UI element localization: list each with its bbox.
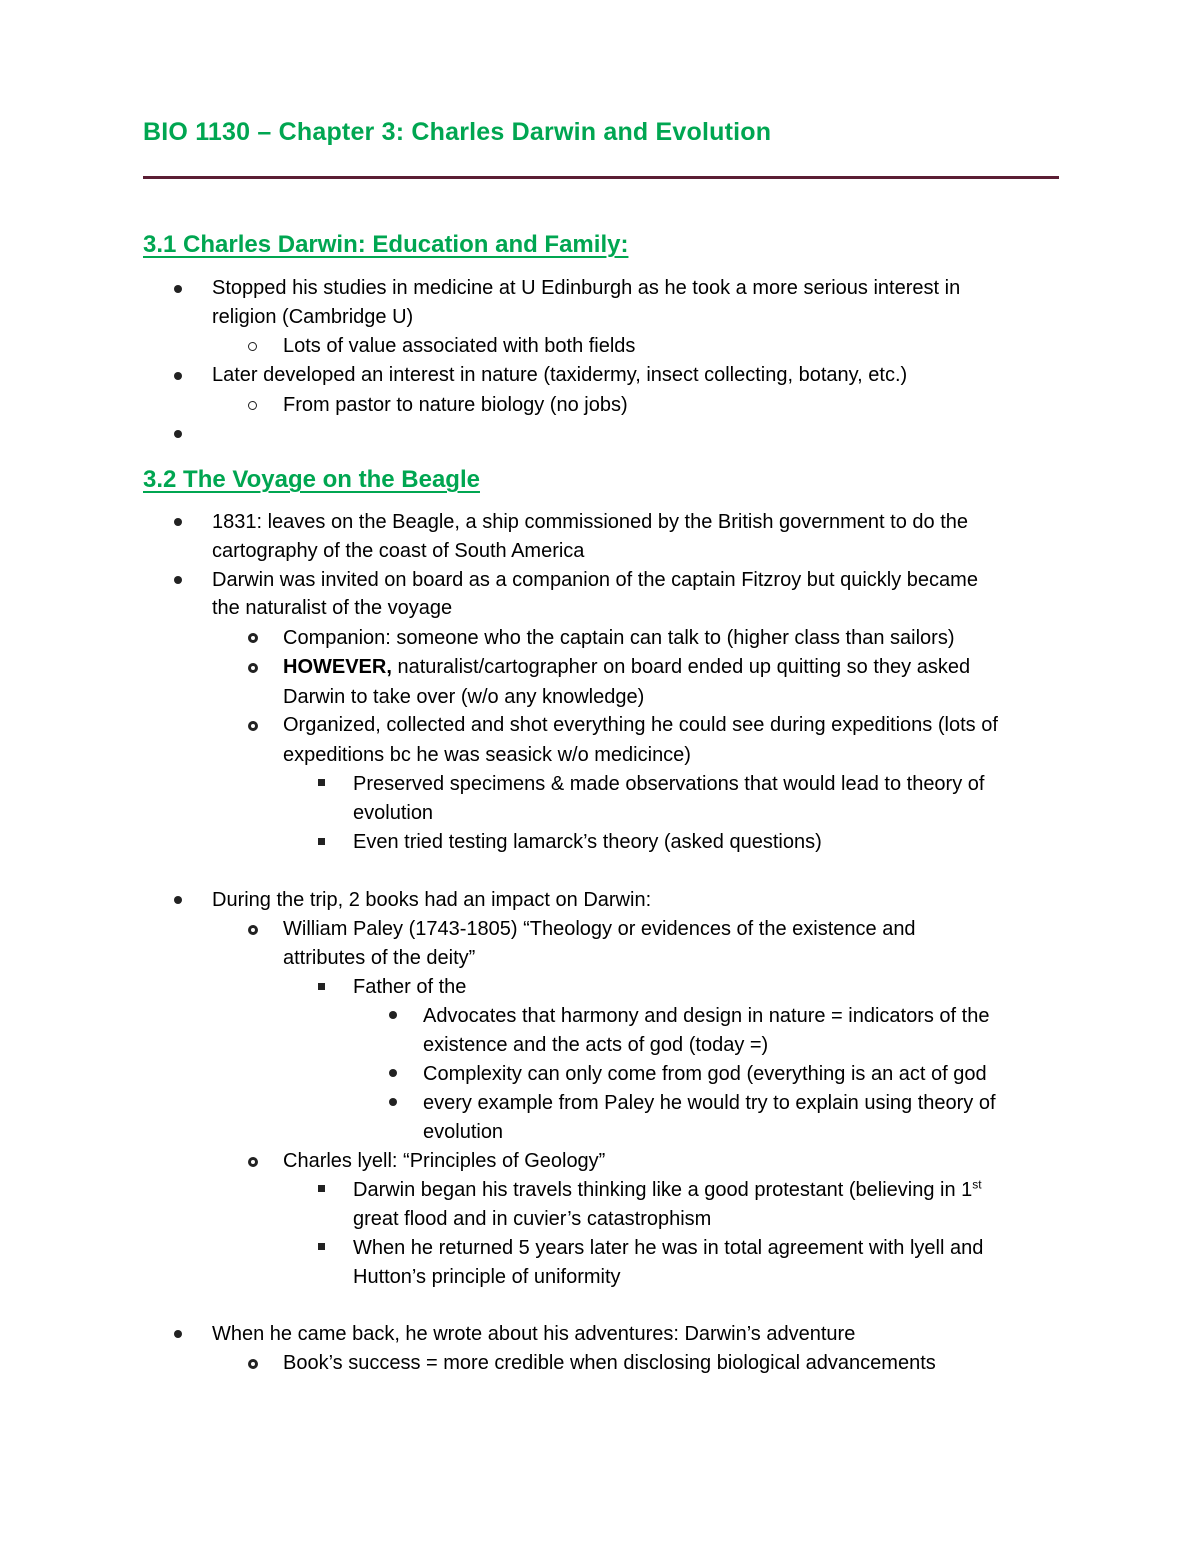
level4-list-item: every example from Paley he would try to explain using theory of	[423, 1092, 996, 1114]
section-heading-3-2: 3.2 The Voyage on the Beagle	[143, 466, 480, 493]
bullet-ring-icon	[248, 925, 258, 935]
sub-sub-list-item-text: Darwin began his travels thinking like a good protestant (believing in 1	[353, 1179, 973, 1201]
sub-sub-list-item: Preserved specimens & made observations that would lead to theory of	[353, 773, 985, 795]
list-item: When he came back, he wrote about his adventures: Darwin’s adventure	[212, 1323, 856, 1345]
bullet-dot-icon	[174, 285, 182, 293]
bullet-square-icon	[318, 1185, 325, 1192]
bullet-ring-icon	[248, 401, 257, 410]
bullet-ring-icon	[248, 342, 257, 351]
bullet-ring-icon	[248, 633, 258, 643]
sub-list-item: Lots of value associated with both fields	[283, 335, 636, 357]
bullet-square-icon	[318, 1243, 325, 1250]
superscript: st	[972, 1177, 982, 1192]
sub-list-item: Book’s success = more credible when disclosing biological advancements	[283, 1352, 936, 1374]
list-item: Stopped his studies in medicine at U Edinburgh as he took a more serious interest in	[212, 277, 961, 299]
sub-list-item-text: naturalist/cartographer on board ended up quitting so they asked	[391, 656, 971, 678]
bullet-square-icon	[318, 983, 325, 990]
bullet-dot-icon	[174, 372, 182, 380]
bullet-square-icon	[318, 779, 325, 786]
list-item: During the trip, 2 books had an impact on Darwin:	[212, 889, 652, 911]
sub-list-item-continuation: expeditions bc he was seasick w/o medicince)	[283, 744, 691, 766]
sub-list-item: William Paley (1743-1805) “Theology or evidences of the existence and	[283, 918, 916, 940]
sub-list-item	[283, 655, 970, 679]
bullet-dot-icon	[389, 1011, 397, 1019]
bullet-dot-icon	[174, 1330, 182, 1338]
sub-list-item: Companion: someone who the captain can talk to (higher class than sailors)	[283, 627, 955, 649]
sub-list-item: Organized, collected and shot everything he could see during expeditions (lots of	[283, 714, 998, 736]
list-item: Later developed an interest in nature (taxidermy, insect collecting, botany, etc.)	[212, 364, 908, 386]
list-item-continuation: religion (Cambridge U)	[212, 306, 414, 328]
bullet-ring-icon	[248, 1157, 258, 1167]
list-item: 1831: leaves on the Beagle, a ship commissioned by the British government to do the	[212, 511, 969, 533]
bullet-dot-icon	[174, 518, 182, 526]
sub-list-item: From pastor to nature biology (no jobs)	[283, 394, 628, 416]
bullet-ring-icon	[248, 663, 258, 673]
title-divider	[143, 176, 1059, 179]
list-item-continuation: the naturalist of the voyage	[212, 597, 453, 619]
sub-sub-list-item-continuation: evolution	[353, 802, 434, 824]
section-heading-3-1: 3.1 Charles Darwin: Education and Family:	[143, 231, 629, 258]
sub-sub-list-item: Father of the	[353, 976, 467, 998]
bullet-dot-icon	[389, 1069, 397, 1077]
sub-sub-list-item	[353, 1178, 982, 1202]
bullet-dot-icon	[389, 1098, 397, 1106]
list-item-continuation: cartography of the coast of South America	[212, 540, 585, 562]
bullet-dot-icon	[174, 576, 182, 584]
sub-list-item-continuation: Darwin to take over (w/o any knowledge)	[283, 686, 645, 708]
list-item: Darwin was invited on board as a companion of the captain Fitzroy but quickly became	[212, 569, 978, 591]
level4-list-item: Complexity can only come from god (everything is an act of god	[423, 1063, 987, 1085]
bullet-square-icon	[318, 838, 325, 845]
sub-sub-list-item: Even tried testing lamarck’s theory (asked questions)	[353, 831, 822, 853]
bullet-ring-icon	[248, 1359, 258, 1369]
bullet-dot-icon	[174, 896, 182, 904]
sub-sub-list-item-continuation: Hutton’s principle of uniformity	[353, 1266, 621, 1288]
bullet-dot-icon	[174, 430, 182, 438]
level4-list-item-continuation: existence and the acts of god (today =)	[423, 1034, 769, 1056]
sub-sub-list-item-continuation: great flood and in cuvier’s catastrophism	[353, 1208, 712, 1230]
emphasis-text: HOWEVER,	[283, 656, 392, 678]
sub-sub-list-item: When he returned 5 years later he was in total agreement with lyell and	[353, 1237, 984, 1259]
bullet-ring-icon	[248, 721, 258, 731]
sub-list-item-continuation: attributes of the deity”	[283, 947, 476, 969]
sub-list-item: Charles lyell: “Principles of Geology”	[283, 1150, 606, 1172]
level4-list-item: Advocates that harmony and design in nature = indicators of the	[423, 1005, 990, 1027]
level4-list-item-continuation: evolution	[423, 1121, 504, 1143]
document-title: BIO 1130 – Chapter 3: Charles Darwin and Evolution	[143, 118, 772, 146]
